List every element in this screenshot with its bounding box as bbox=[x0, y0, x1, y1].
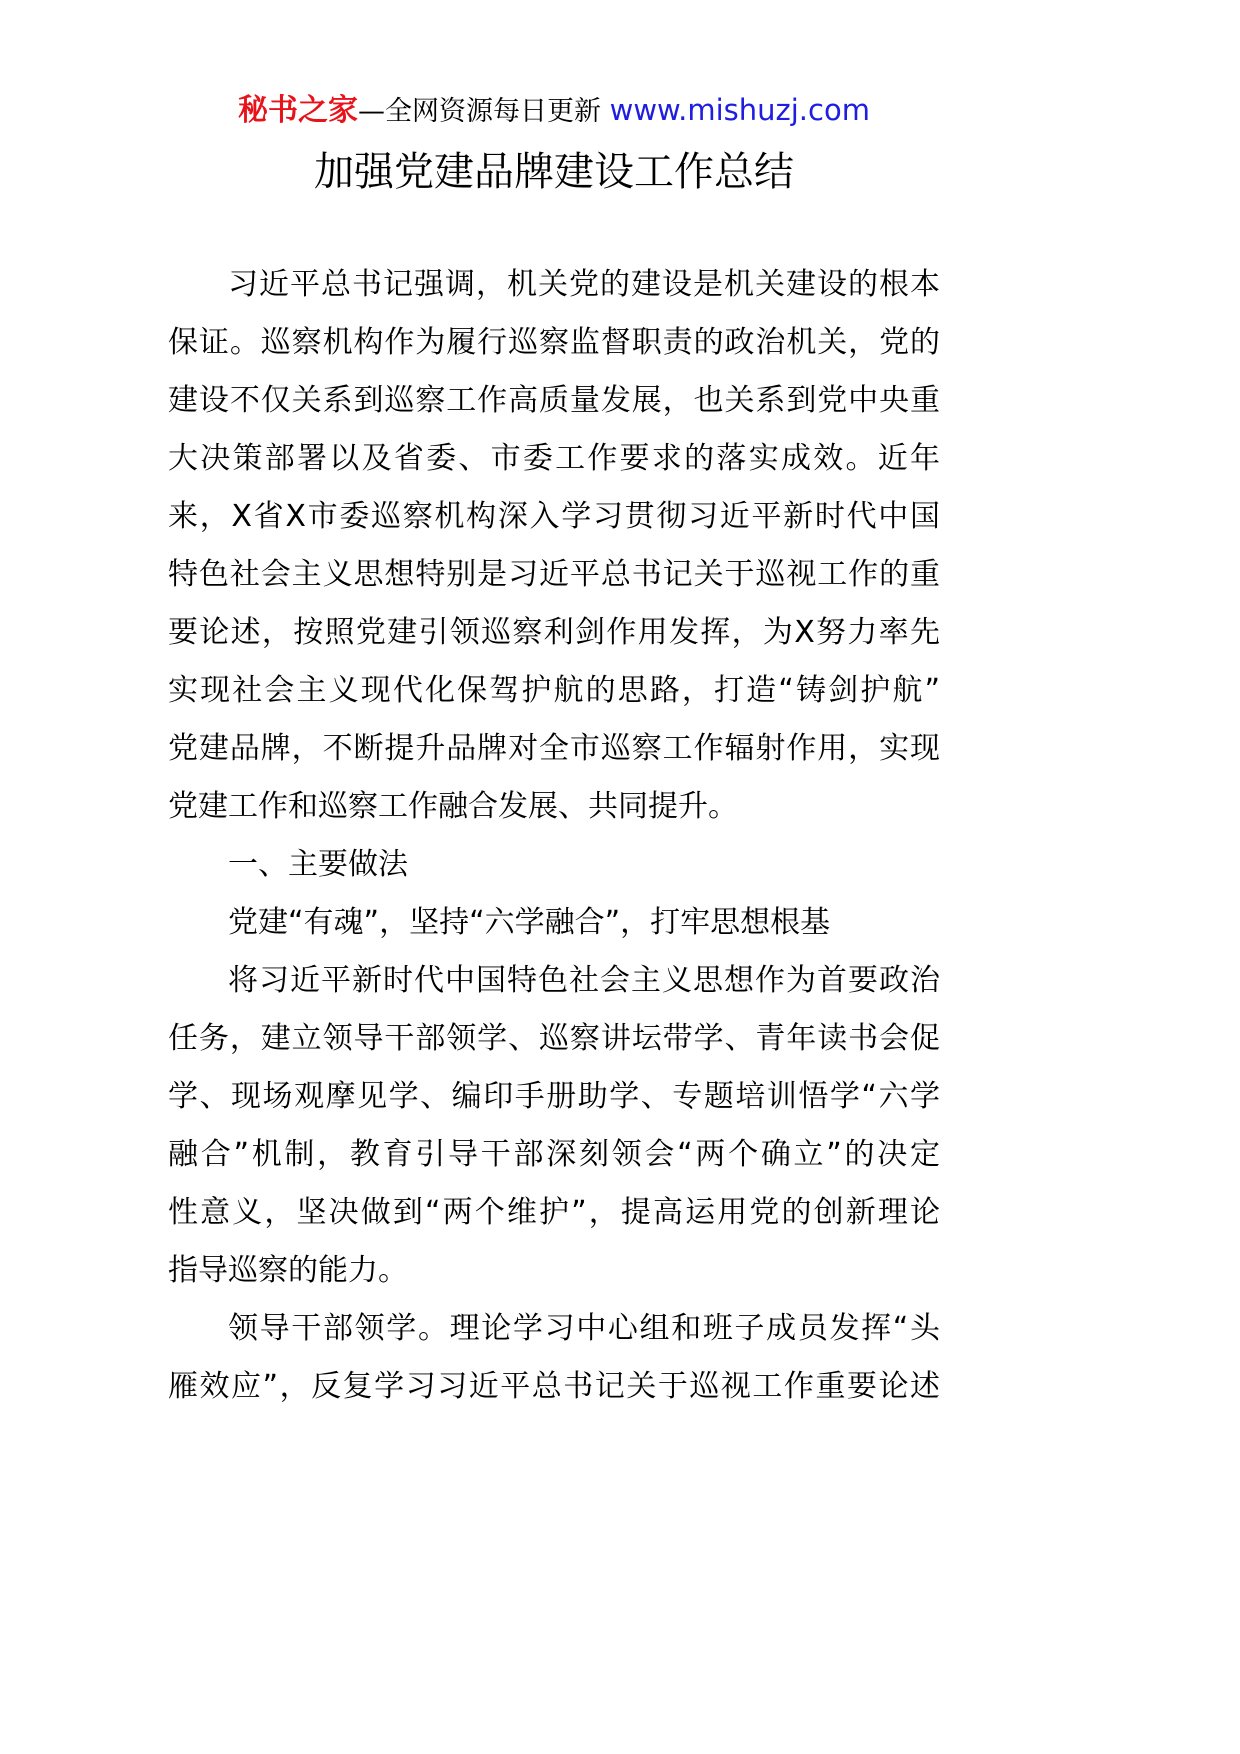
paragraph-leader-learning bbox=[168, 1300, 940, 1416]
text-line: 党建品牌，不断提升品牌对全市巡察工作辐射作用，实现 bbox=[168, 731, 940, 766]
text-line: 特色社会主义思想特别是习近平总书记关于巡视工作的重 bbox=[168, 557, 940, 592]
text-line: 党建工作和巡察工作融合发展、共同提升。 bbox=[168, 789, 738, 824]
text-line: 将习近平新时代中国特色社会主义思想作为首要政治 bbox=[228, 963, 940, 998]
section-heading-text: 一、主要做法 bbox=[228, 847, 408, 882]
text-line: 保证。巡察机构作为履行巡察监督职责的政治机关，党的 bbox=[168, 325, 940, 360]
document-title: 加强党建品牌建设工作总结 bbox=[314, 149, 794, 195]
brand-name: 秘书之家 bbox=[238, 93, 359, 128]
paragraph-six-learning bbox=[168, 952, 940, 1300]
text-line: 大决策部署以及省委、市委工作要求的落实成效。近年 bbox=[168, 441, 940, 476]
subheading bbox=[168, 894, 940, 952]
text-line: 指导巡察的能力。 bbox=[168, 1253, 408, 1288]
text-line: 融合”机制，教育引导干部深刻领会“两个确立”的决定 bbox=[168, 1137, 940, 1172]
text-line: 雁效应”，反复学习习近平总书记关于巡视工作重要论述 bbox=[168, 1369, 940, 1404]
text-line: 任务，建立领导干部领学、巡察讲坛带学、青年读书会促 bbox=[168, 1021, 940, 1056]
header-banner bbox=[168, 90, 940, 130]
document-body bbox=[168, 256, 940, 1416]
text-line: 来，X省X市委巡察机构深入学习贯彻习近平新时代中国 bbox=[168, 499, 940, 534]
section-heading bbox=[168, 836, 940, 894]
header-tagline: —全网资源每日更新 bbox=[358, 96, 610, 127]
text-line: 领导干部领学。理论学习中心组和班子成员发挥“头 bbox=[228, 1311, 940, 1346]
paragraph-intro bbox=[168, 256, 940, 836]
text-line: 性意义，坚决做到“两个维护”，提高运用党的创新理论 bbox=[168, 1195, 940, 1230]
text-line: 习近平总书记强调，机关党的建设是机关建设的根本 bbox=[228, 267, 940, 302]
text-line: 建设不仅关系到巡察工作高质量发展，也关系到党中央重 bbox=[168, 383, 940, 418]
header-url-link[interactable]: www.mishuzj.com bbox=[609, 93, 870, 127]
text-line: 学、现场观摩见学、编印手册助学、专题培训悟学“六学 bbox=[168, 1079, 940, 1114]
subheading-text: 党建“有魂”，坚持“六学融合”，打牢思想根基 bbox=[228, 905, 831, 940]
text-line: 实现社会主义现代化保驾护航的思路，打造“铸剑护航” bbox=[168, 673, 940, 708]
text-line: 要论述，按照党建引领巡察利剑作用发挥，为X努力率先 bbox=[168, 615, 940, 650]
